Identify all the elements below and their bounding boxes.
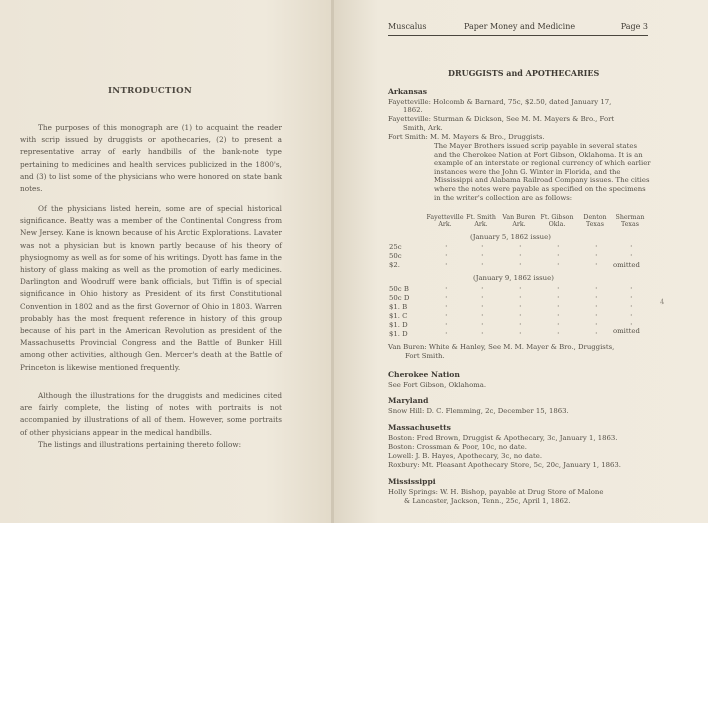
table-dot-mark: · (445, 251, 448, 260)
denomination-row: 25c (389, 243, 402, 251)
table-dot-mark: · (595, 320, 598, 329)
table-col-sherman: Sherman Texas (615, 214, 645, 229)
table-dot-mark: · (445, 293, 448, 302)
table-dot-mark: · (630, 311, 633, 320)
header-page-number: Page 3 (620, 22, 648, 31)
entry-fort-smith: Fort Smith: M. M. Mayers & Bro., Druggists. (388, 133, 545, 141)
denomination-row: 50c (389, 252, 402, 260)
table-col-ft-smith: Ft. Smith Ark. (466, 214, 496, 229)
table-dot-mark: · (481, 311, 484, 320)
table-dot-mark: · (630, 302, 633, 311)
table-dot-mark: · (595, 329, 598, 338)
table-dot-mark: · (481, 320, 484, 329)
intro-paragraph-1: The purposes of this monograph are (1) to acquaint the reader with scrip issued by druggists or apothecaries, (2) to present a representative array of early handbills of the bank-note type pertaining to medicines and health services publicized in the 1800's, and (3) to list some of the physicians who were honored on state bank notes. (20, 123, 282, 194)
table-dot-mark: · (630, 251, 633, 260)
table-dot-mark: · (445, 320, 448, 329)
table-dot-mark: · (630, 284, 633, 293)
table-dot-mark: · (557, 242, 560, 251)
table-dot-mark: · (595, 311, 598, 320)
denomination-row: $2. (389, 261, 400, 269)
table-dot-mark: · (445, 311, 448, 320)
section-title: DRUGGISTS and APOTHECARIES (448, 68, 600, 78)
table-dot-mark: · (595, 293, 598, 302)
table-dot-mark: · (519, 251, 522, 260)
table-dot-mark: · (519, 293, 522, 302)
pencil-mark: 4 (659, 297, 666, 307)
table-col-denton: Denton Texas (583, 214, 607, 229)
table-dot-mark: · (557, 329, 560, 338)
entry-massachusetts: Boston: Crossman & Poor, 10c, no date. (388, 443, 527, 451)
entry-van-buren-cont: Fort Smith. (405, 352, 445, 360)
table-dot-mark: · (481, 284, 484, 293)
table-dot-mark: · (557, 320, 560, 329)
table-dot-mark: · (445, 329, 448, 338)
entry-fayetteville-2-cont: Smith, Ark. (403, 124, 443, 132)
table-dot-mark: · (630, 293, 633, 302)
table-dot-mark: · (481, 251, 484, 260)
table-dot-mark: · (630, 242, 633, 251)
omitted-label: omitted (613, 327, 640, 335)
table-dot-mark: · (630, 320, 633, 329)
table-col-van-buren: Van Buren Ark. (502, 214, 536, 229)
table-dot-mark: · (595, 251, 598, 260)
state-heading-maryland: Maryland (388, 396, 429, 405)
table-dot-mark: · (481, 329, 484, 338)
table-dot-mark: · (557, 311, 560, 320)
table-dot-mark: · (595, 302, 598, 311)
denomination-row: $1. C (389, 312, 408, 320)
entry-fayetteville-1: Fayetteville: Holcomb & Barnard, 75c, $2.50, dated January 17, (388, 98, 612, 106)
table-dot-mark: · (557, 284, 560, 293)
omitted-label: omitted (613, 261, 640, 269)
table-dot-mark: · (445, 302, 448, 311)
table-dot-mark: · (481, 302, 484, 311)
table-dot-mark: · (445, 242, 448, 251)
intro-paragraph-4: The listings and illustrations pertaining thereto follow: (38, 440, 242, 449)
table-dot-mark: · (557, 302, 560, 311)
table-dot-mark: · (445, 260, 448, 269)
header-rule (388, 35, 648, 36)
entry-massachusetts: Lowell: J. B. Hayes, Apothecary, 3c, no date. (388, 452, 543, 460)
state-heading-massachusetts: Massachusetts (388, 423, 451, 432)
issue-heading-jan-9: (January 9, 1862 issue) (473, 274, 554, 282)
intro-paragraph-2: Of the physicians listed herein, some are of special historical significance. Beatty was a member of the Continental Congress from New Jersey. Kane is known because of his Arctic Explorations. Lavater was not a physician but is known partly because of his theory of physiognomy as well as for some of his writings. Dyott has fame in the history of glass making as well as the promotion of early medicines. Darlington and Woodruff were bank officials, but Tiffin is of special significance in Ohio history as President of its first Constitutional Convention in 1802 and as the first Governor of Ohio in 1803. Warren probably has the most frequent reference in history of this group because of his part in the American Revolution as president of the Massachusetts Provincial Congress and the Battle of Bunker Hill among other activities, although Gen. Mercer's death at the Battle of Princeton is likewise mentioned frequently. (20, 204, 282, 372)
entry-van-buren: Van Buren: White & Hanley, See M. M. Mayer & Bro., Druggists, (388, 343, 615, 351)
table-dot-mark: · (595, 242, 598, 251)
table-dot-mark: · (595, 284, 598, 293)
table-dot-mark: · (519, 260, 522, 269)
header-title: Paper Money and Medicine (464, 22, 576, 31)
table-dot-mark: · (557, 251, 560, 260)
table-dot-mark: · (557, 260, 560, 269)
state-heading-arkansas: Arkansas (388, 87, 428, 96)
entry-fayetteville-1-cont: 1862. (403, 106, 423, 114)
header-author: Muscalus (388, 22, 427, 31)
table-dot-mark: · (557, 293, 560, 302)
table-dot-mark: · (445, 284, 448, 293)
book-gutter (331, 0, 334, 523)
table-dot-mark: · (519, 320, 522, 329)
table-dot-mark: · (481, 242, 484, 251)
denomination-row: $1. D (389, 321, 408, 329)
table-dot-mark: · (519, 302, 522, 311)
denomination-row: $1. B (389, 303, 408, 311)
introduction-title: INTRODUCTION (107, 86, 193, 96)
denomination-row: 50c B (389, 285, 409, 293)
state-heading-cherokee: Cherokee Nation (388, 370, 460, 379)
denomination-row: $1. D (389, 330, 408, 338)
table-dot-mark: · (519, 329, 522, 338)
entry-massachusetts: Roxbury: Mt. Pleasant Apothecary Store, 5c, 20c, January 1, 1863. (388, 461, 621, 469)
table-dot-mark: · (519, 311, 522, 320)
state-heading-mississippi: Mississippi (388, 477, 436, 486)
table-dot-mark: · (595, 260, 598, 269)
table-dot-mark: · (481, 260, 484, 269)
entry-massachusetts: Boston: Fred Brown, Druggist & Apothecary, 3c, January 1, 1863. (388, 434, 618, 442)
table-col-ft-gibson: Ft. Gibson Okla. (540, 214, 574, 229)
entry-fayetteville-2: Fayetteville: Sturman & Dickson, See M. M. Mayers & Bro., Fort (388, 115, 615, 123)
issue-heading-jan-5: (January 5, 1862 issue) (470, 233, 551, 241)
table-dot-mark: · (519, 284, 522, 293)
entry-mississippi-cont: & Lancaster, Jackson, Tenn., 25c, April 1, 1862. (404, 497, 571, 505)
table-dot-mark: · (519, 242, 522, 251)
intro-paragraph-3: Although the illustrations for the druggists and medicines cited are fairly complete, the listing of notes with portraits is not accompanied by illustrations of all of them. However, some portraits of other physicians appear in the medical handbills. (20, 391, 282, 437)
entry-mississippi: Holly Springs: W. H. Bishop, payable at Drug Store of Malone (388, 488, 604, 496)
table-col-fayetteville: Fayetteville Ark. (426, 214, 464, 229)
denomination-row: 50c D (389, 294, 410, 302)
entry-fort-smith-note: The Mayer Brothers issued scrip payable in several states and the Cherokee Nation at Fort Gibson, Oklahoma. It is an example of an interstate or regional currency of which earlier instances were the John G. Winter in Florida, and the Mississippi and Alabama Railroad Company issues. The cities where the notes were payable as specified on the specimens in the writer's collection are as follows: (434, 142, 651, 202)
entry-maryland: Snow Hill: D. C. Flemming, 2c, December 15, 1863. (388, 407, 569, 415)
entry-cherokee: See Fort Gibson, Oklahoma. (388, 381, 487, 389)
table-dot-mark: · (481, 293, 484, 302)
